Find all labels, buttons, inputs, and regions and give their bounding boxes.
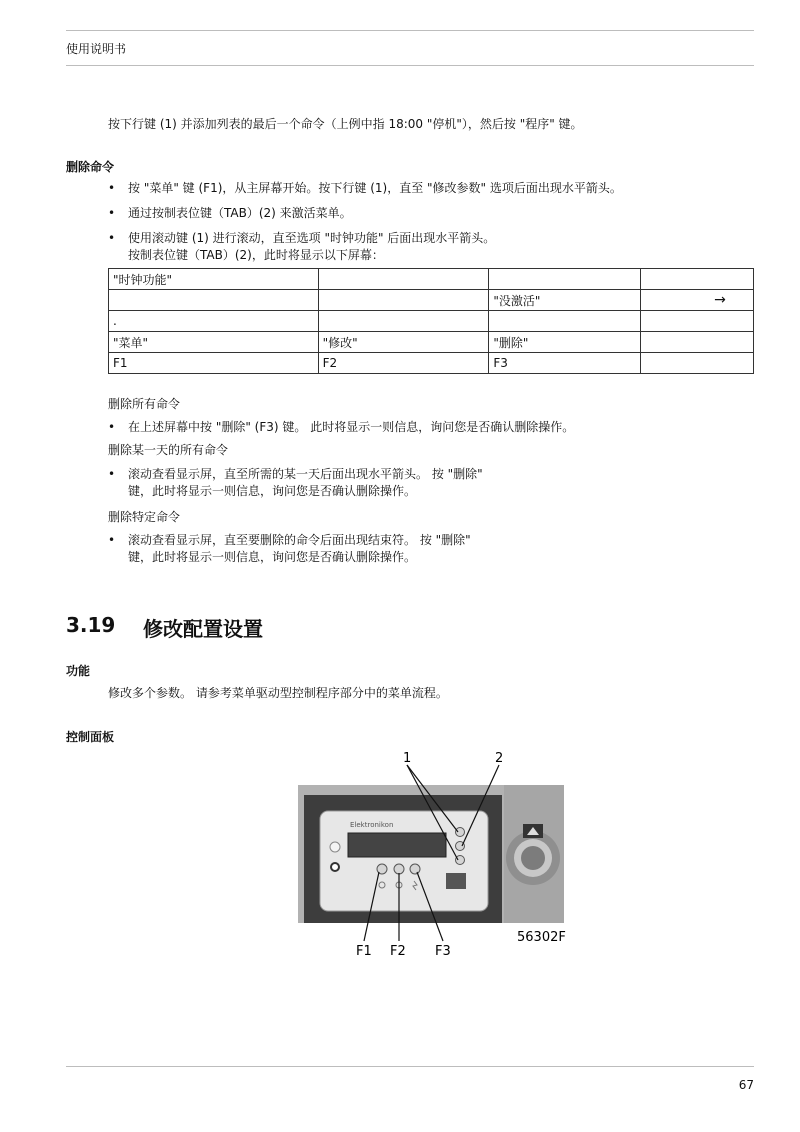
screen-row-3 xyxy=(109,311,754,332)
section-number: 3.19 xyxy=(66,613,116,637)
delete-bullet-3-text: 使用滚动键 (1) 进行滚动，直至选项 "时钟功能" 后面出现水平箭头。 xyxy=(128,231,496,245)
header-title: 使用说明书 xyxy=(66,42,127,56)
delete-all-bullet xyxy=(108,419,748,436)
delete-bullet-1 xyxy=(108,180,748,197)
page-number: 67 xyxy=(738,1078,754,1092)
screen-cell xyxy=(109,290,319,311)
logo-icon xyxy=(446,873,466,889)
f2-key-icon[interactable] xyxy=(394,864,404,874)
delete-all-list xyxy=(108,419,748,444)
callout-1-label: 1 xyxy=(403,751,412,766)
screen-cell: F2 xyxy=(318,353,489,374)
delete-specific-bullet xyxy=(108,532,748,566)
delete-day-line2: 键，此时将显示一则信息，询问您是否确认删除操作。 xyxy=(128,484,417,498)
delete-all-label: 删除所有命令 xyxy=(108,397,181,411)
f1-label: F1 xyxy=(356,944,372,959)
screen-cell: "删除" xyxy=(489,332,641,353)
delete-specific-line2: 键，此时将显示一则信息，询问您是否确认删除操作。 xyxy=(128,550,417,564)
delete-heading: 删除命令 xyxy=(66,160,115,174)
header-rule-top xyxy=(66,30,754,31)
callout-2-label: 2 xyxy=(495,751,504,766)
f3-label: F3 xyxy=(435,944,451,959)
screen-cell: "菜单" xyxy=(109,332,319,353)
delete-bullet-2 xyxy=(108,205,748,222)
footer-rule xyxy=(66,1066,754,1067)
f3-key-icon[interactable] xyxy=(410,864,420,874)
intro-paragraph: 按下行键 (1) 并添加列表的最后一个命令（上例中指 18:00 "停机"），然后按 "程序" 键。 xyxy=(108,117,583,131)
delete-bullet-list xyxy=(108,180,748,272)
screen-cell: F1 xyxy=(109,353,319,374)
emergency-stop-button[interactable] xyxy=(521,846,545,870)
delete-day-list xyxy=(108,466,748,508)
figure-code: 56302F xyxy=(517,930,566,945)
screen-cell: . xyxy=(109,311,319,332)
screen-row-5 xyxy=(109,353,754,374)
lcd-display xyxy=(348,833,446,857)
screen-table xyxy=(108,268,754,374)
delete-day-bullet xyxy=(108,466,748,500)
screen-cell xyxy=(641,269,754,290)
screen-cell: "没激活" xyxy=(489,290,641,311)
info-icon xyxy=(330,842,340,852)
header-rule-bottom xyxy=(66,65,754,66)
brand-label: Elektronikon xyxy=(350,821,394,829)
screen-cell: "修改" xyxy=(318,332,489,353)
section-title: 修改配置设置 xyxy=(143,617,263,641)
screen-cell xyxy=(641,353,754,374)
function-text: 修改多个参数。 请参考菜单驱动型控制程序部分中的菜单流程。 xyxy=(108,686,448,700)
control-panel-figure xyxy=(290,745,580,965)
power-icon xyxy=(331,863,339,871)
delete-specific-list xyxy=(108,532,748,574)
screen-cell xyxy=(641,332,754,353)
screen-cell xyxy=(318,311,489,332)
delete-day-line1: 滚动查看显示屏，直至所需的某一天后面出现水平箭头。 按 "删除" xyxy=(128,467,483,481)
screen-cell xyxy=(318,269,489,290)
screen-cell xyxy=(489,311,641,332)
delete-bullet-1-text: 按 "菜单" 键 (F1)，从主屏幕开始。按下行键 (1)，直至 "修改参数" 选项后面出现水平箭头。 xyxy=(128,181,622,195)
screen-cell: F3 xyxy=(489,353,641,374)
screen-cell: "时钟功能" xyxy=(109,269,319,290)
function-heading: 功能 xyxy=(66,664,91,678)
screen-cell xyxy=(641,311,754,332)
screen-arrow-cell: → xyxy=(641,290,754,311)
control-panel-heading: 控制面板 xyxy=(66,730,115,744)
delete-bullet-3-line2: 按制表位键（TAB）(2)，此时将显示以下屏幕： xyxy=(128,248,384,262)
delete-bullet-2-text: 通过按制表位键（TAB）(2) 来激活菜单。 xyxy=(128,206,352,220)
f2-label: F2 xyxy=(390,944,406,959)
delete-all-bullet-text: 在上述屏幕中按 "删除" (F3) 键。 此时将显示一则信息，询问您是否确认删除操作。 xyxy=(128,420,575,434)
screen-row-4 xyxy=(109,332,754,353)
screen-cell xyxy=(318,290,489,311)
screen-cell xyxy=(489,269,641,290)
delete-specific-label: 删除特定命令 xyxy=(108,510,181,524)
delete-bullet-3 xyxy=(108,230,748,264)
screen-row-1 xyxy=(109,269,754,290)
delete-day-label: 删除某一天的所有命令 xyxy=(108,443,229,457)
screen-row-2 xyxy=(109,290,754,311)
up-key-icon[interactable] xyxy=(456,828,465,837)
delete-specific-line1: 滚动查看显示屏，直至要删除的命令后面出现结束符。 按 "删除" xyxy=(128,533,471,547)
